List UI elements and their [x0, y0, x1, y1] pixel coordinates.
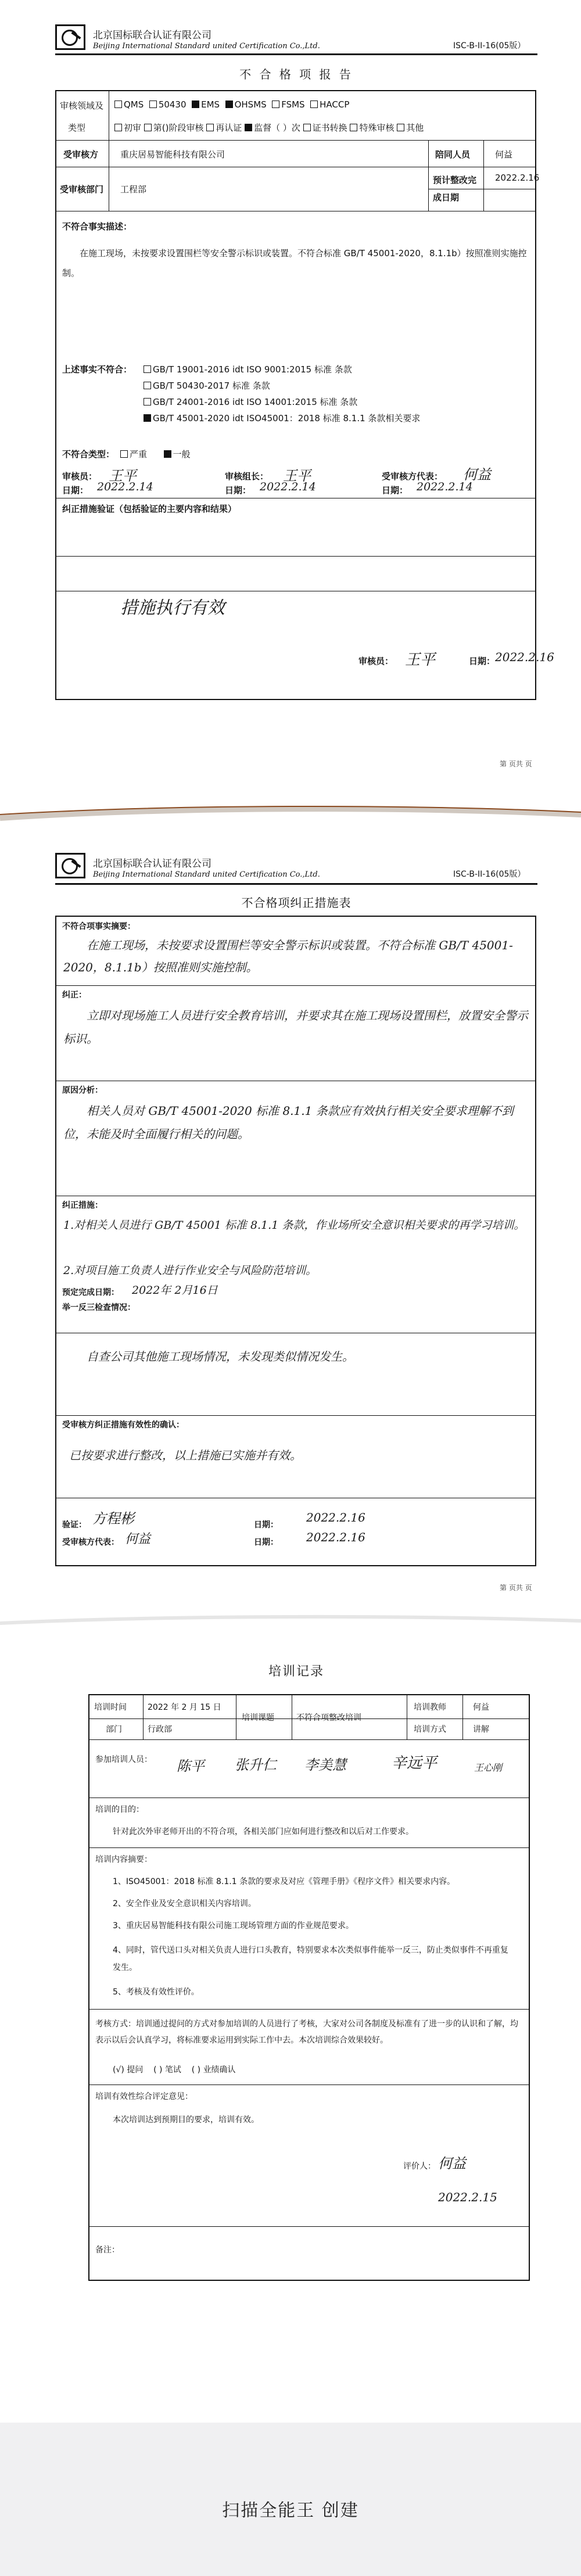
planned-date-value: 2022.2.16 [495, 173, 540, 183]
planned-date: 2022年 2月16日 [132, 1284, 218, 1297]
time-value: 2022 年 2 月 15 日 [148, 1703, 221, 1712]
evaluator-signature: 何益 [438, 2155, 466, 2172]
extend-label: 举一反三检查情况： [62, 1303, 135, 1312]
nc-summary-text: 在施工现场，未按要求设置围栏等安全警示标识或装置。不符合标准 GB/T 45001-2020，8.1.1b）按照准则实施控制。 [63, 938, 513, 974]
confirm-text: 已按要求进行整改，以上措施已实施并有效。 [69, 1448, 302, 1462]
header-rule [55, 883, 537, 885]
training-form [88, 1694, 530, 2281]
corrective-action-page [0, 837, 581, 1638]
eval-label: 培训有效性综合评定意见： [95, 2092, 193, 2101]
purpose-text: 针对此次外审老师开出的不符合项，各相关部门应如何进行整改和以后对工作要求。 [113, 1827, 414, 1836]
page-title: 不 合 格 项 报 告 [239, 67, 353, 81]
teacher-label: 培训教师 [414, 1703, 446, 1712]
system-checkboxes: QMS 50430 EMS OHSMS FSMS HACCP [114, 99, 349, 110]
dept-value: 工程部 [120, 184, 147, 195]
page-title: 不合格项纠正措施表 [241, 896, 352, 910]
verify-date: 2022.2.16 [495, 650, 554, 664]
verify-date-label: 日期： [469, 656, 496, 666]
topic-value: 不符合项整改培训 [296, 1713, 361, 1723]
page-number: 第 页共 页 [500, 760, 532, 768]
clause-1: GB/T 19001-2016 idt ISO 9001:2015 标准 条款 [144, 363, 352, 375]
audited-org-label: 受审核方 [63, 149, 99, 160]
rep-signature: 何益 [125, 1532, 151, 1547]
verifier-signature: 方程彬 [92, 1511, 134, 1527]
certification-logo-icon [55, 24, 85, 50]
audit-type-checkboxes: 初审 第()阶段审核 再认证 监督（ ）次 证书转换 特殊审核 其他 [114, 121, 424, 134]
page-title: 培训记录 [268, 1664, 324, 1679]
content-item-4: 4、同时，管代送口头对相关负责人进行口头教育，特别要求本次类似事件能举一反三，防止类似事件不再重复发生。 [113, 1946, 508, 1972]
date-label-1: 日期： [62, 485, 89, 496]
corrective-label: 纠正措施： [62, 1201, 103, 1210]
escort-value: 何益 [495, 149, 513, 160]
page-separator-2 [0, 1603, 581, 1638]
cause-text: 相关人员对 GB/T 45001-2020 标准 8.1.1 条款应有效执行相关安全要求理解不到位，未能及时全面履行相关的问题。 [63, 1104, 514, 1141]
escort-label: 陪同人员 [435, 149, 471, 160]
dept-label: 部门 [106, 1725, 122, 1734]
topic-label: 培训课题 [242, 1713, 274, 1723]
training-record-page [0, 1638, 581, 2423]
nc-desc-label: 不符合事实描述： [62, 221, 132, 232]
correction-label: 纠正： [62, 991, 87, 1000]
rep-label: 受审核方代表： [62, 1538, 119, 1547]
verify-auditor-label: 审核员： [358, 656, 394, 666]
rep-label: 受审核方代表： [382, 471, 443, 482]
clause-4: GB/T 45001-2020 idt ISO45001：2018 标准 8.1.1 条款相关要求 [144, 412, 420, 424]
participant-5: 王心刚 [474, 1762, 503, 1773]
page-number: 第 页共 页 [500, 1584, 532, 1592]
corrective-form [55, 916, 536, 1566]
participant-1: 陈平 [177, 1758, 205, 1774]
content-item-3: 3、重庆居易智能科技有限公司施工现场管理方面的作业规范要求。 [113, 1921, 354, 1931]
certification-logo-icon [55, 853, 85, 878]
planned-label: 预定完成日期： [62, 1288, 119, 1297]
org-name-en: Beijing International Standard united Certification Co.,Ltd. [93, 42, 320, 51]
verifier-date-label: 日期： [254, 1520, 278, 1530]
form-code: ISC-B-II-16(05版） [453, 41, 526, 51]
eval-date: 2022.2.15 [438, 2190, 497, 2204]
participant-4: 辛远平 [392, 1755, 437, 1772]
method-value: 讲解 [473, 1725, 489, 1734]
verify-text: 措施执行有效 [120, 598, 225, 618]
method-label: 培训方式 [414, 1725, 446, 1734]
date-label-3: 日期： [382, 485, 408, 496]
date-3: 2022.2.14 [417, 480, 473, 493]
time-label: 培训时间 [94, 1703, 127, 1712]
clause-2: GB/T 50430-2017 标准 条款 [144, 379, 270, 392]
nc-type-options: 严重 一般 [120, 448, 191, 460]
type-label: 类型 [68, 123, 86, 133]
date-label-2: 日期： [225, 485, 252, 496]
org-name-cn: 北京国标联合认证有限公司 [93, 858, 211, 870]
content-item-5: 5、考核及有效性评价。 [113, 1987, 199, 1997]
dept-label: 受审核部门 [60, 184, 104, 195]
nc-desc-text: 在施工现场，未按要求设置围栏等安全警示标识或装置。不符合标准 GB/T 45001-2020，8.1.1b）按照准则实施控制。 [62, 248, 527, 278]
content-item-1: 1、ISO45001：2018 标准 8.1.1 条款的要求及对应《管理手册》《程序文件》相关要求内容。 [113, 1877, 456, 1886]
verify-label: 纠正措施验证（包括验证的主要内容和结果） [62, 504, 237, 514]
leader-signature: 王平 [283, 468, 311, 484]
participant-2: 张升仁 [235, 1757, 277, 1773]
audited-org-value: 重庆居易智能科技有限公司 [120, 149, 225, 160]
report-form [55, 90, 554, 700]
audit-field-label: 审核领域及 [60, 101, 104, 111]
evaluator-label: 评价人： [403, 2162, 436, 2171]
content-item-2: 2、安全作业及安全意识相关内容培训。 [113, 1899, 256, 1908]
correction-text: 立即对现场施工人员进行安全教育培训，并要求其在施工现场设置围栏，放置安全警示标识。 [63, 1009, 528, 1046]
verifier-date: 2022.2.16 [306, 1511, 365, 1524]
verifier-label: 验证： [62, 1520, 87, 1530]
cause-label: 原因分析： [62, 1086, 103, 1095]
assess-text: 考核方式：培训通过提问的方式对参加培训的人员进行了考核，大家对公司各制度及标准有了进一步的认识和了解，均表示以后会认真学习，将标准要求运用到实际工作中去。本次培训综合效果较好。 [95, 2019, 518, 2045]
remark-label: 备注： [95, 2245, 120, 2255]
leader-label: 审核组长： [225, 471, 269, 482]
rep-signature: 何益 [463, 467, 491, 483]
clause-3: GB/T 24001-2016 idt ISO 14001:2015 标准 条款 [144, 396, 357, 408]
assess-option-check-icon: (√) [113, 2065, 124, 2075]
participants-label: 参加培训人员： [95, 1755, 152, 1764]
org-name-en: Beijing International Standard united Certification Co.,Ltd. [93, 870, 320, 879]
auditor-label: 审核员： [62, 471, 98, 482]
page-separator-1 [0, 802, 581, 837]
purpose-label: 培训的目的： [95, 1805, 144, 1814]
verify-auditor-signature: 王平 [405, 651, 436, 669]
participant-3: 李美慧 [304, 1757, 346, 1773]
form-code: ISC-B-II-16(05版） [453, 870, 526, 879]
auditor-signature: 王平 [109, 468, 137, 484]
date-2: 2022.2.14 [260, 480, 316, 493]
nc-summary-label: 不符合项事实摘要： [62, 922, 135, 931]
assess-options: (√) 提问 ( ) 笔试 ( ) 业绩确认 [113, 2065, 236, 2075]
header-rule [55, 53, 537, 55]
org-name-cn: 北京国标联合认证有限公司 [93, 30, 211, 41]
confirm-label: 受审核方纠正措施有效性的确认： [62, 1420, 184, 1430]
scanner-brand: 扫描全能王 创建 [222, 2500, 359, 2521]
teacher-value: 何益 [473, 1703, 489, 1712]
planned-date-label: 预计整改完成日期 [433, 175, 477, 203]
corrective-text-2: 2.对项目施工负责人进行作业安全与风险防范培训。 [63, 1264, 317, 1277]
corrective-text-1: 1.对相关人员进行 GB/T 45001 标准 8.1.1 条款，作业场所安全意识相关要求的再学习培训。 [63, 1219, 525, 1232]
nc-type-label: 不符合类型： [62, 449, 115, 460]
dept-value: 行政部 [148, 1725, 172, 1734]
nonconformity-report-page [0, 0, 581, 802]
date-1: 2022.2.14 [97, 480, 153, 493]
content-label: 培训内容摘要： [95, 1855, 152, 1864]
extend-text: 自查公司其他施工现场情况，未发现类似情况发生。 [87, 1350, 354, 1364]
clause-label: 上述事实不符合： [62, 364, 132, 375]
eval-text: 本次培训达到预期目的要求，培训有效。 [113, 2115, 259, 2125]
rep-date: 2022.2.16 [306, 1530, 365, 1544]
rep-date-label: 日期： [254, 1538, 278, 1547]
